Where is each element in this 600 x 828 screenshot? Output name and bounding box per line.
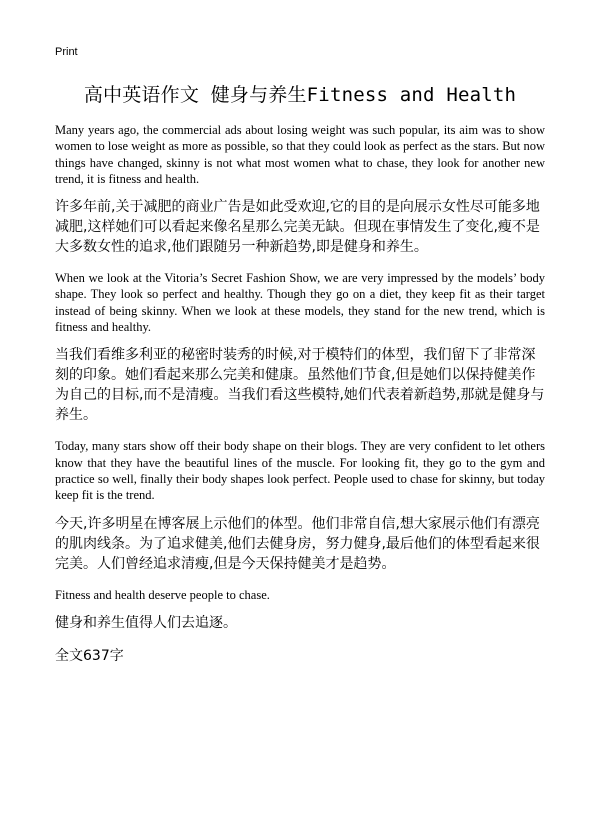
paragraph-zh-1: 许多年前,关于减肥的商业广告是如此受欢迎,它的目的是向展示女性尽可能多地减肥,这样她们可以看起来像名星那么完美无缺。但现在事情发生了变化,瘦不是大多数女性的追求,他们跟随另一种新趋势,即是健身和养生。 [55, 199, 540, 256]
paragraph-en-4: Fitness and health deserve people to chase. [55, 587, 270, 602]
paragraph-en-1: Many years ago, the commercial ads about losing weight was such popular, its aim was to show women to lose weight as more as possible, so that they could look as perfect as the stars. But now things have changed, skinny is not what most women what to chase, they look for another new trend, it is fitness and health. [55, 123, 545, 186]
paragraph-zh-3: 今天,许多明星在博客展上示他们的体型。他们非常自信,想大家展示他们有漂亮的肌肉线条。为了追求健美,他们去健身房，努力健身,最后他们的体型看起来很完美。人们曾经追求清瘦,但是今天保持健美才是趋势。 [55, 515, 540, 572]
print-link[interactable]: Print [55, 46, 78, 58]
paragraph-en-2: When we look at the Vitoria’s Secret Fashion Show, we are very impressed by the models’ body shape. They look so perfect and healthy. Though they go on a diet, they keep fit as their target instead of being skinny. When we look at these models, they stand for the new trend, which is fitness and healthy. [55, 271, 545, 335]
paragraph-en-3: Today, many stars show off their body shape on their blogs. They are very confident to let others know that they have the beautiful lines of the muscle. For looking fit, they go to the gym and practice so well, finally their body shapes look perfect. People used to chase for skinny, but today keep fit is the trend. [55, 439, 545, 503]
page-title: 高中英语作文 健身与养生Fitness and Health [83, 84, 517, 106]
paragraph-zh-2: 当我们看维多利亚的秘密时装秀的时候,对于模特们的体型，我们留下了非常深刻的印象。她们看起来那么完美和健康。虽然他们节食,但是她们以保持健美作为自己的目标,而不是清瘦。当我们看这些模特,她们代表着新趋势,那就是健身与养生。 [55, 347, 545, 424]
word-count: 全文637字 [55, 647, 124, 664]
article-body [55, 122, 545, 679]
paragraph-zh-4: 健身和养生值得人们去追逐。 [55, 614, 237, 631]
